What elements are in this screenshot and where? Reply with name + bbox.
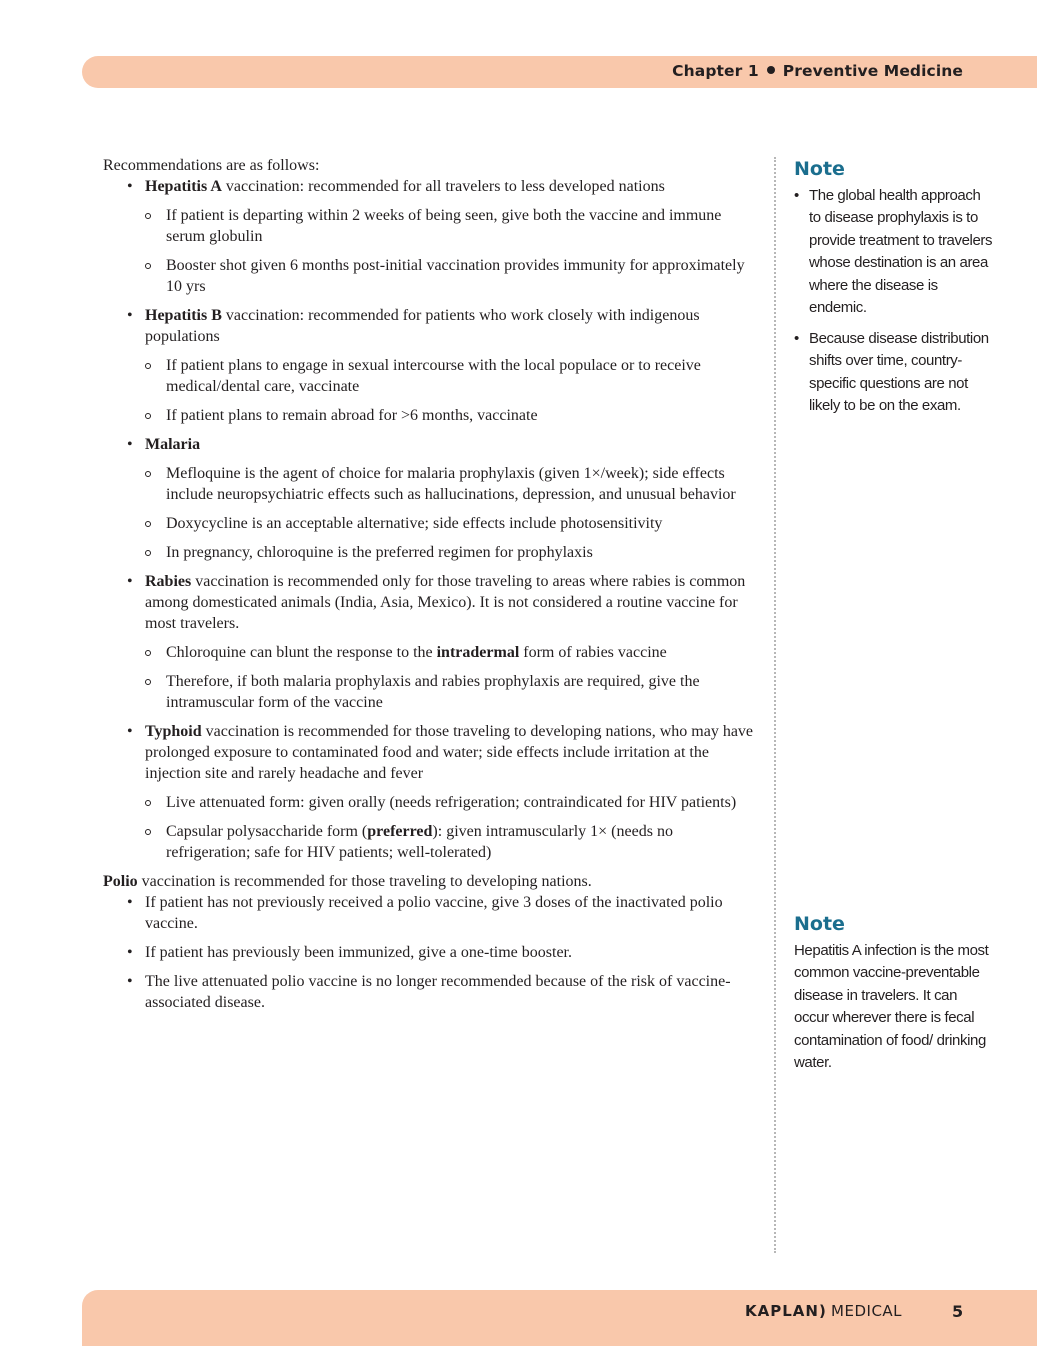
note-list-item: [794, 328, 994, 418]
term-malaria: Malaria: [145, 436, 201, 453]
recommendation-list: [103, 176, 758, 863]
hollow-bullet-icon: [145, 679, 151, 685]
sub-list: [145, 792, 758, 863]
sub-item-text: Live attenuated form: given orally (needs refrigeration; contraindicated for HIV patients): [166, 794, 737, 811]
note-title: Note: [794, 913, 845, 935]
sub-item-text: Chloroquine can blunt the response to the: [166, 644, 437, 661]
sub-item-text: Doxycycline is an acceptable alternative; side effects include photosensitivity: [166, 515, 663, 532]
sub-list-item: [145, 542, 758, 563]
note-title: Note: [794, 158, 845, 180]
list-item-rabies: [103, 571, 758, 713]
note-box-2: [794, 913, 994, 1075]
list-item-text: If patient has previously been immunized, give a one-time booster.: [145, 944, 572, 961]
hollow-bullet-icon: [145, 471, 151, 477]
note-box-1: [794, 158, 994, 426]
list-item-malaria: [103, 434, 758, 563]
hollow-bullet-icon: [145, 413, 151, 419]
hepatitis-b-text: vaccination: recommended for patients who work closely with indigenous populations: [145, 307, 700, 345]
note-item-text: The global health approach to disease prophylaxis is to provide treatment to travelers whose destination is an area where the disease is endemic.: [809, 186, 993, 316]
term-hepatitis-a: Hepatitis A: [145, 178, 222, 195]
hollow-bullet-icon: [145, 650, 151, 656]
section-label: Preventive Medicine: [782, 62, 963, 80]
sub-list-item: [145, 205, 758, 247]
bullet-icon: •: [127, 436, 133, 453]
list-item-hepatitis-b: [103, 305, 758, 426]
bullet-icon: •: [127, 973, 133, 990]
hollow-bullet-icon: [145, 521, 151, 527]
list-item: [103, 971, 758, 1013]
term-rabies: Rabies: [145, 573, 192, 590]
sub-item-text: Mefloquine is the agent of choice for malaria prophylaxis (given 1×/week); side effects include neuropsychiatric effects such as hallucinations, depression, and unusual behavior: [166, 465, 736, 503]
column-divider: [774, 157, 776, 1253]
list-item: [103, 892, 758, 934]
typhoid-text: vaccination is recommended for those traveling to developing nations, who may have prolonged exposure to contaminated food and water; side effects include irritation at the injection site and rarely headache and fever: [145, 723, 754, 782]
kaplan-medical-logo: [745, 1302, 902, 1320]
list-item-hepatitis-a: [103, 176, 758, 297]
list-item: [103, 942, 758, 963]
bullet-icon: •: [127, 894, 133, 911]
term-preferred: preferred: [367, 823, 433, 840]
sub-list-item: [145, 792, 758, 813]
term-polio: Polio: [103, 873, 138, 890]
page-number: 5: [952, 1302, 964, 1321]
running-header: [672, 62, 963, 80]
list-item-text: If patient has not previously received a polio vaccine, give 3 doses of the inactivated polio vaccine.: [145, 894, 723, 932]
bullet-dot-icon: [767, 66, 775, 74]
bullet-icon: •: [794, 186, 799, 204]
list-item-text: The live attenuated polio vaccine is no longer recommended because of the risk of vaccine-associated disease.: [145, 973, 731, 1011]
sub-item-text: If patient plans to remain abroad for >6 months, vaccinate: [166, 407, 538, 424]
sub-list-item: [145, 821, 758, 863]
term-intradermal: intradermal: [436, 644, 520, 661]
sub-list: [145, 355, 758, 426]
bullet-icon: •: [127, 178, 133, 195]
sub-item-text: form of rabies vaccine: [519, 644, 667, 661]
note-text: Hepatitis A infection is the most common vaccine-preventable disease in travelers. It can occur wherever there is fecal contamination of food/ drinking water.: [794, 941, 989, 1071]
logo-suffix: MEDICAL: [831, 1302, 903, 1320]
sub-list-item: [145, 255, 758, 297]
note-list: [794, 185, 994, 418]
sub-list-item: [145, 355, 758, 397]
sub-item-text: Booster shot given 6 months post-initial vaccination provides immunity for approximately 10 yrs: [166, 257, 745, 295]
polio-paragraph: [103, 871, 758, 892]
header-band: [82, 56, 1037, 88]
hollow-bullet-icon: [145, 550, 151, 556]
main-content: [103, 155, 758, 1021]
sub-list-item: [145, 671, 758, 713]
term-typhoid: Typhoid: [145, 723, 202, 740]
intro-paragraph: Recommendations are as follows:: [103, 157, 320, 174]
bullet-icon: •: [127, 723, 133, 740]
logo-name: KAPLAN: [745, 1302, 819, 1320]
chapter-label: Chapter 1: [672, 62, 759, 80]
sub-list-item: [145, 405, 758, 426]
term-hepatitis-b: Hepatitis B: [145, 307, 222, 324]
hollow-bullet-icon: [145, 829, 151, 835]
polio-list: [103, 892, 758, 1013]
hollow-bullet-icon: [145, 363, 151, 369]
bullet-icon: •: [127, 573, 133, 590]
polio-text: vaccination is recommended for those traveling to developing nations.: [137, 873, 592, 890]
hollow-bullet-icon: [145, 213, 151, 219]
rabies-text: vaccination is recommended only for those traveling to areas where rabies is common among domesticated animals (India, Asia, Mexico). It is not considered a routine vaccine for most travelers.: [145, 573, 746, 632]
sub-item-text: Capsular polysaccharide form (: [166, 823, 368, 840]
hollow-bullet-icon: [145, 263, 151, 269]
sub-list: [145, 463, 758, 563]
list-item-typhoid: [103, 721, 758, 863]
hepatitis-a-text: vaccination: recommended for all travelers to less developed nations: [221, 178, 665, 195]
note-list-item: [794, 185, 994, 320]
sub-item-text: If patient is departing within 2 weeks of being seen, give both the vaccine and immune serum globulin: [166, 207, 722, 245]
bullet-icon: •: [794, 329, 799, 347]
hollow-bullet-icon: [145, 800, 151, 806]
sub-list: [145, 205, 758, 297]
sub-item-text: In pregnancy, chloroquine is the preferred regimen for prophylaxis: [166, 544, 593, 561]
sub-list-item: [145, 463, 758, 505]
sub-list: [145, 642, 758, 713]
sub-item-text: If patient plans to engage in sexual intercourse with the local populace or to receive medical/dental care, vaccinate: [166, 357, 701, 395]
sub-list-item: [145, 513, 758, 534]
sub-list-item: [145, 642, 758, 663]
logo-arc-icon: ): [818, 1302, 826, 1320]
sub-item-text: Therefore, if both malaria prophylaxis and rabies prophylaxis are required, give the intramuscular form of the vaccine: [166, 673, 700, 711]
bullet-icon: •: [127, 944, 133, 961]
note-item-text: Because disease distribution shifts over time, country-specific questions are not likely to be on the exam.: [809, 329, 989, 414]
sub-item-text: ): given intramuscularly 1× (needs no refrigeration; safe for HIV patients; well-tolerated): [166, 823, 673, 861]
bullet-icon: •: [127, 307, 133, 324]
